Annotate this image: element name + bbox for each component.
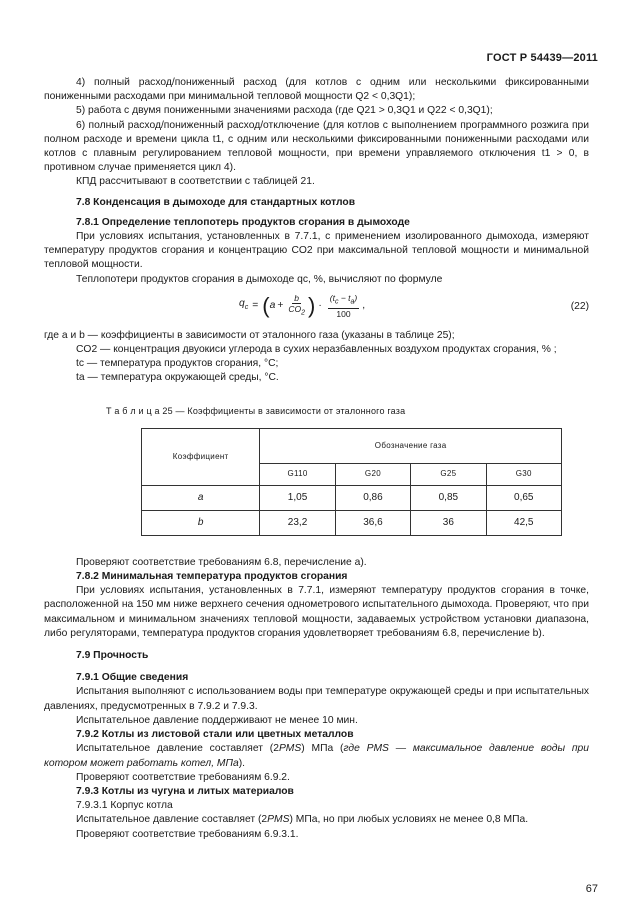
paragraph-formula-intro: Теплопотери продуктов сгорания в дымоходе qc, %, вычисляют по формуле	[76, 273, 443, 285]
list-item-5: 5) работа с двумя пониженными значениями расхода (где Q21 > 0,3Q1 и Q22 < 0,3Q1);	[76, 105, 493, 117]
table-cell: 0,86	[335, 485, 410, 510]
formula-22	[44, 291, 589, 325]
table-cell: 23,2	[260, 510, 335, 535]
table-cell: 0,85	[411, 485, 486, 510]
section-heading-7-8: 7.8 Конденсация в дымоходе для стандартных котлов	[76, 196, 356, 208]
where-a-b: где a и b — коэффициенты в зависимости от эталонного газа (указаны в таблице 25);	[44, 329, 455, 341]
section-heading-7-8-1: 7.8.1 Определение теплопотерь продуктов сгорания в дымоходе	[76, 216, 410, 228]
paragraph-check-6-9-3-1: Проверяют соответствие требованиям 6.9.3.1.	[76, 828, 299, 840]
paragraph-test-duration: Испытательное давление поддерживают не менее 10 мин.	[76, 714, 358, 726]
table-cell: 1,05	[260, 485, 335, 510]
table-caption: Т а б л и ц а 25 — Коэффициенты в зависимости от эталонного газа	[106, 405, 406, 416]
page-number: 67	[585, 883, 598, 895]
paragraph-min-temperature: При условиях испытания, установленных в 7.7.1, измеряют температуру продуктов сгорания в точке, расположенной на 150 мм ниже верхнего сечения однометрового испытательного дымохода. Проверяют, что при максимальном и минимальном значениях тепловой мощности, задаваемых устройством установки диапазона, либо регуляторами, температура продуктов сгорания удовлетворяет требованиям 6.8, перечисление b).	[44, 585, 589, 639]
table-row	[142, 510, 562, 535]
table-cell: 42,5	[486, 510, 561, 535]
table-cell: 0,65	[486, 485, 561, 510]
paragraph-check-6-8: Проверяют соответствие требованиям 6.8, перечисление а).	[76, 556, 367, 568]
table-header-gas: G110	[260, 463, 335, 485]
table-header-gas-group: Обозначение газа	[260, 428, 562, 463]
section-heading-7-9-2: 7.9.2 Котлы из листовой стали или цветных металлов	[76, 729, 354, 741]
table-row-label: a	[142, 485, 260, 510]
section-heading-7-8-2: 7.8.2 Минимальная температура продуктов сгорания	[76, 571, 348, 583]
list-item-6: 6) полный расход/пониженный расход/отключение (для котлов с выполнением программного розжига при полном расходе и времени цикла t1, с одним или несколькими фиксированными пониженными расходами или котлов с плавным регулированием тепловой мощности, при времени управляемого отключения t1 > 0, в противном случае применяется цикл 4).	[44, 119, 589, 174]
paragraph-steel-pressure: Испытательное давление составляет (2PMS) МПа (где PMS — максимальное давление воды при котором может работать котел, МПа).	[44, 743, 589, 769]
where-tc: tc — температура продуктов сгорания, °С;	[76, 358, 279, 370]
formula-expression: $q_c$ = ( a + $\frac{b}{CO_2}$ ) · $\frac{(t_c - t_a)}{100}$ ,	[239, 292, 366, 319]
table-header-coefficient: Коэффициент	[142, 428, 260, 485]
paragraph-boiler-body: 7.9.3.1 Корпус котла	[76, 800, 173, 812]
page-body	[44, 76, 589, 842]
where-co2: CO2 — концентрация двуокиси углерода в сухих неразбавленных воздухом продуктах сгорания, % ;	[76, 344, 557, 356]
table-cell: 36	[411, 510, 486, 535]
paragraph-cast-iron-pressure: Испытательное давление составляет (2PMS) МПа, но при любых условиях не менее 0,8 МПа.	[76, 814, 529, 826]
list-item-4: 4) полный расход/пониженный расход (для котлов с одним или несколькими фиксированными пониженными расходами при минимальной тепловой мощности Q2 < 0,3Q1);	[44, 77, 589, 103]
paragraph-strength-tests: Испытания выполняют с использованием воды при температуре окружающей среды и при испытательных давлениях, предусмотренных в 7.9.2 и 7.9.3.	[44, 686, 589, 712]
table-header-gas: G30	[486, 463, 561, 485]
section-heading-7-9-3: 7.9.3 Котлы из чугуна и литых материалов	[76, 785, 294, 797]
coefficients-table	[141, 428, 562, 536]
table-row	[142, 485, 562, 510]
paragraph-test-conditions: При условиях испытания, установленных в 7.7.1, с применением изолированного дымохода, измеряют температуру продуктов сгорания и концентрацию CO2 при максимальной тепловой мощности и минимальной тепловой мощности.	[44, 231, 589, 271]
section-heading-7-9: 7.9 Прочность	[76, 650, 149, 662]
paragraph-check-6-9-2: Проверяют соответствие требованиям 6.9.2.	[76, 771, 290, 783]
table-row-label: b	[142, 510, 260, 535]
table-cell: 36,6	[335, 510, 410, 535]
section-heading-7-9-1: 7.9.1 Общие сведения	[76, 672, 189, 684]
table-header-gas: G25	[411, 463, 486, 485]
table-header-gas: G20	[335, 463, 410, 485]
where-ta: ta — температура окружающей среды, °С.	[76, 372, 279, 384]
formula-number: (22)	[570, 300, 589, 312]
efficiency-note: КПД рассчитывают в соответствии с таблицей 21.	[76, 176, 315, 188]
document-header: ГОСТ Р 54439—2011	[486, 52, 598, 64]
